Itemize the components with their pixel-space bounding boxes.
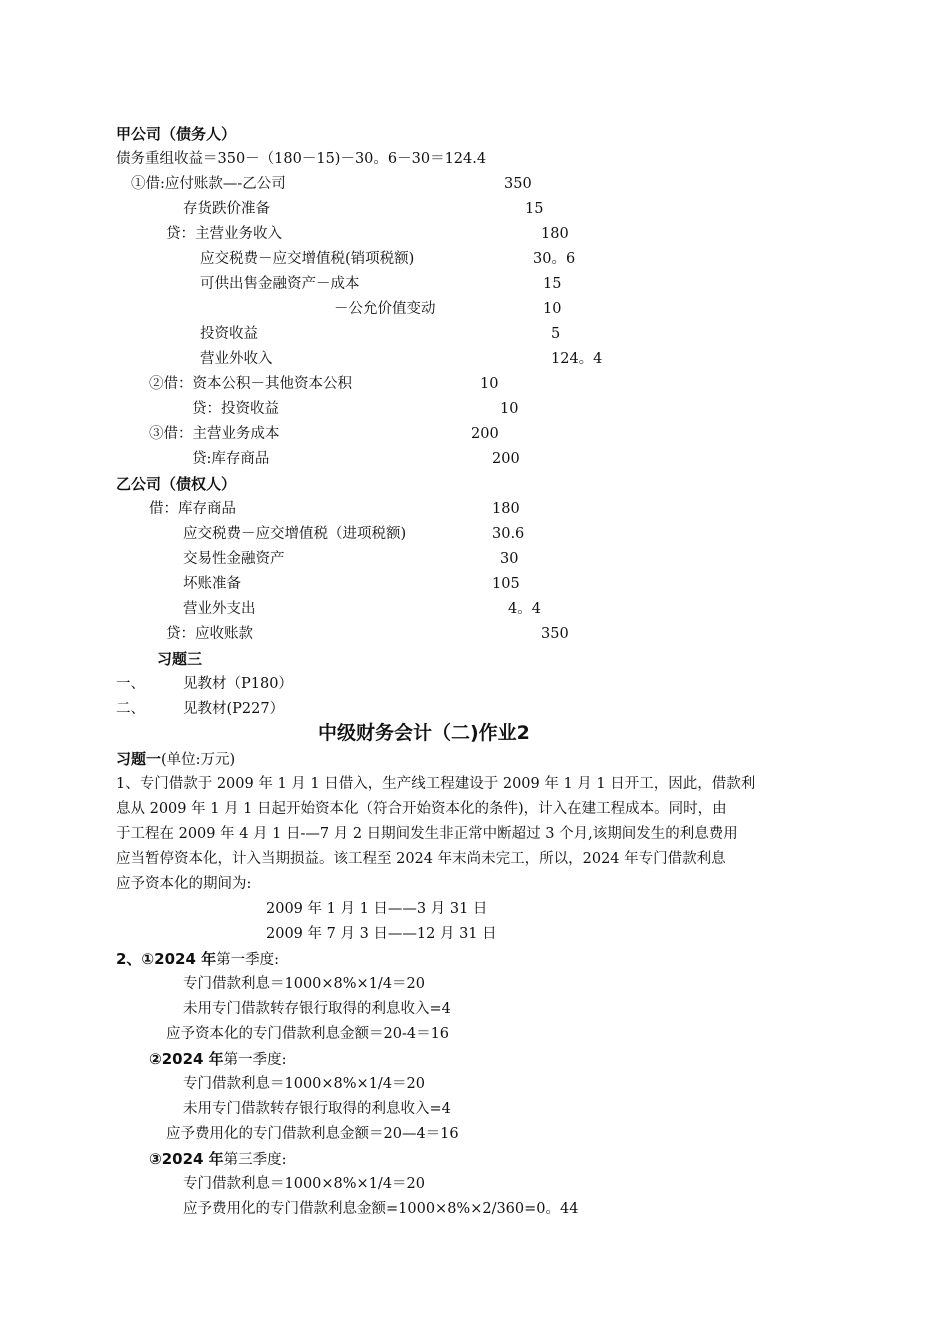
capitalization-period-1: 2009 年 1 月 1 日——3 月 31 日	[266, 901, 488, 917]
paragraph1-line2: 息从 2009 年 1 月 1 日起开始资本化（符合开始资本化的条件)，计入在建工程成本。同时，由	[116, 801, 727, 817]
q3-heading-quarter: 第三季度:	[223, 1152, 287, 1168]
q1-line1: 专门借款利息＝1000×8%×1/4＝20	[183, 976, 425, 992]
entry2-credit-amount: 10	[500, 401, 519, 417]
q3-heading-line	[149, 1149, 287, 1170]
entry1-line2-amount: 15	[525, 201, 544, 217]
entry1-line6: －公允价值变动	[334, 301, 436, 317]
q2-line3: 应予费用化的专门借款利息金额＝20—4＝16	[166, 1126, 459, 1142]
entry1-line8: 营业外收入	[200, 351, 273, 367]
entry1-debit: ①借:应付账款—-乙公司	[131, 176, 286, 192]
q3-line2: 应予费用化的专门借款利息金额=1000×8%×2/360=0。44	[183, 1201, 579, 1217]
creditor-line3: 交易性金融资产	[183, 551, 285, 567]
creditor-line4-amount: 105	[492, 576, 520, 592]
q2-heading-year: ②2024 年	[149, 1050, 224, 1068]
homework2-title: 中级财务会计（二)作业2	[318, 722, 530, 744]
entry1-credit-amount: 180	[541, 226, 569, 242]
creditor-line2: 应交税费－应交增值税（进项税额)	[183, 526, 407, 542]
q1-heading-quarter: 第一季度:	[216, 952, 279, 968]
creditor-line1-amount: 180	[492, 501, 520, 517]
entry1-line2: 存货跌价准备	[183, 201, 270, 217]
entry1-line7-amount: 5	[551, 326, 561, 342]
entry1-line5-amount: 15	[543, 276, 562, 292]
paragraph1-line1: 1、专门借款于 2009 年 1 月 1 日借入，生产线工程建设于 2009 年 1 月 1 日开工，因此，借款利	[116, 776, 756, 792]
exercise3-item2-text: 见教材(P227）	[183, 701, 285, 717]
creditor-line4: 坏账准备	[183, 576, 241, 592]
q2-line2: 未用专门借款转存银行取得的利息收入=4	[183, 1101, 451, 1117]
exercise3-item1-text: 见教材（P180）	[183, 676, 293, 692]
creditor-line6: 贷：应收账款	[166, 626, 253, 642]
entry2-debit-amount: 10	[480, 376, 499, 392]
entry3-debit: ③借：主营业务成本	[149, 426, 280, 442]
entry1-line4: 应交税费－应交增值税(销项税额)	[200, 251, 415, 267]
entry1-line7: 投资收益	[200, 326, 258, 342]
creditor-line2-amount: 30.6	[492, 526, 525, 542]
q1-line3: 应予资本化的专门借款利息金额＝20-4＝16	[166, 1026, 450, 1042]
entry1-line8-amount: 124。4	[551, 351, 603, 367]
restructuring-gain-formula: 债务重组收益＝350－（180－15)－30。6－30＝124.4	[116, 151, 487, 167]
exercise3-item2-number: 二、	[116, 701, 145, 717]
creditor-line3-amount: 30	[500, 551, 519, 567]
entry3-debit-amount: 200	[471, 426, 499, 442]
exercise1-heading: 习题一	[116, 750, 162, 768]
entry1-credit: 贷：主营业务收入	[166, 226, 282, 242]
entry1-debit-amount: 350	[504, 176, 532, 192]
entry1-line6-amount: 10	[543, 301, 562, 317]
exercise1-unit: (单位:万元)	[161, 752, 236, 768]
q1-heading-line	[116, 949, 279, 970]
creditor-heading: 乙公司（债权人）	[116, 475, 237, 493]
creditor-line1: 借：库存商品	[149, 501, 236, 517]
q3-heading-year: ③2024 年	[149, 1150, 224, 1168]
creditor-line6-amount: 350	[541, 626, 569, 642]
q3-line1: 专门借款利息＝1000×8%×1/4＝20	[183, 1176, 425, 1192]
entry2-credit: 贷：投资收益	[192, 401, 279, 417]
q2-heading-quarter: 第一季度:	[223, 1052, 287, 1068]
creditor-line5-amount: 4。4	[508, 601, 541, 617]
entry2-debit: ②借：资本公积－其他资本公积	[149, 376, 352, 392]
capitalization-period-2: 2009 年 7 月 3 日——12 月 31 日	[266, 926, 497, 942]
exercise1-heading-line	[116, 749, 235, 770]
entry3-credit: 贷:库存商品	[192, 451, 270, 467]
entry1-line4-amount: 30。6	[533, 251, 576, 267]
q1-line2: 未用专门借款转存银行取得的利息收入=4	[183, 1001, 451, 1017]
exercise3-item1-number: 一、	[116, 676, 145, 692]
q2-heading-line	[149, 1049, 287, 1070]
q2-line1: 专门借款利息＝1000×8%×1/4＝20	[183, 1076, 425, 1092]
entry1-line5: 可供出售金融资产－成本	[200, 276, 360, 292]
q1-heading-year: 2、①2024 年	[116, 950, 217, 968]
exercise3-heading: 习题三	[157, 650, 203, 668]
entry3-credit-amount: 200	[492, 451, 520, 467]
creditor-line5: 营业外支出	[183, 601, 256, 617]
paragraph1-line5: 应予资本化的期间为:	[116, 876, 252, 892]
paragraph1-line4: 应当暂停资本化，计入当期损益。该工程至 2024 年末尚未完工，所以，2024 年专门借款利息	[116, 851, 726, 867]
paragraph1-line3: 于工程在 2009 年 4 月 1 日-—7 月 2 日期间发生非正常中断超过 3 个月,该期间发生的利息费用	[116, 826, 738, 842]
debtor-heading: 甲公司（债务人）	[116, 125, 237, 143]
